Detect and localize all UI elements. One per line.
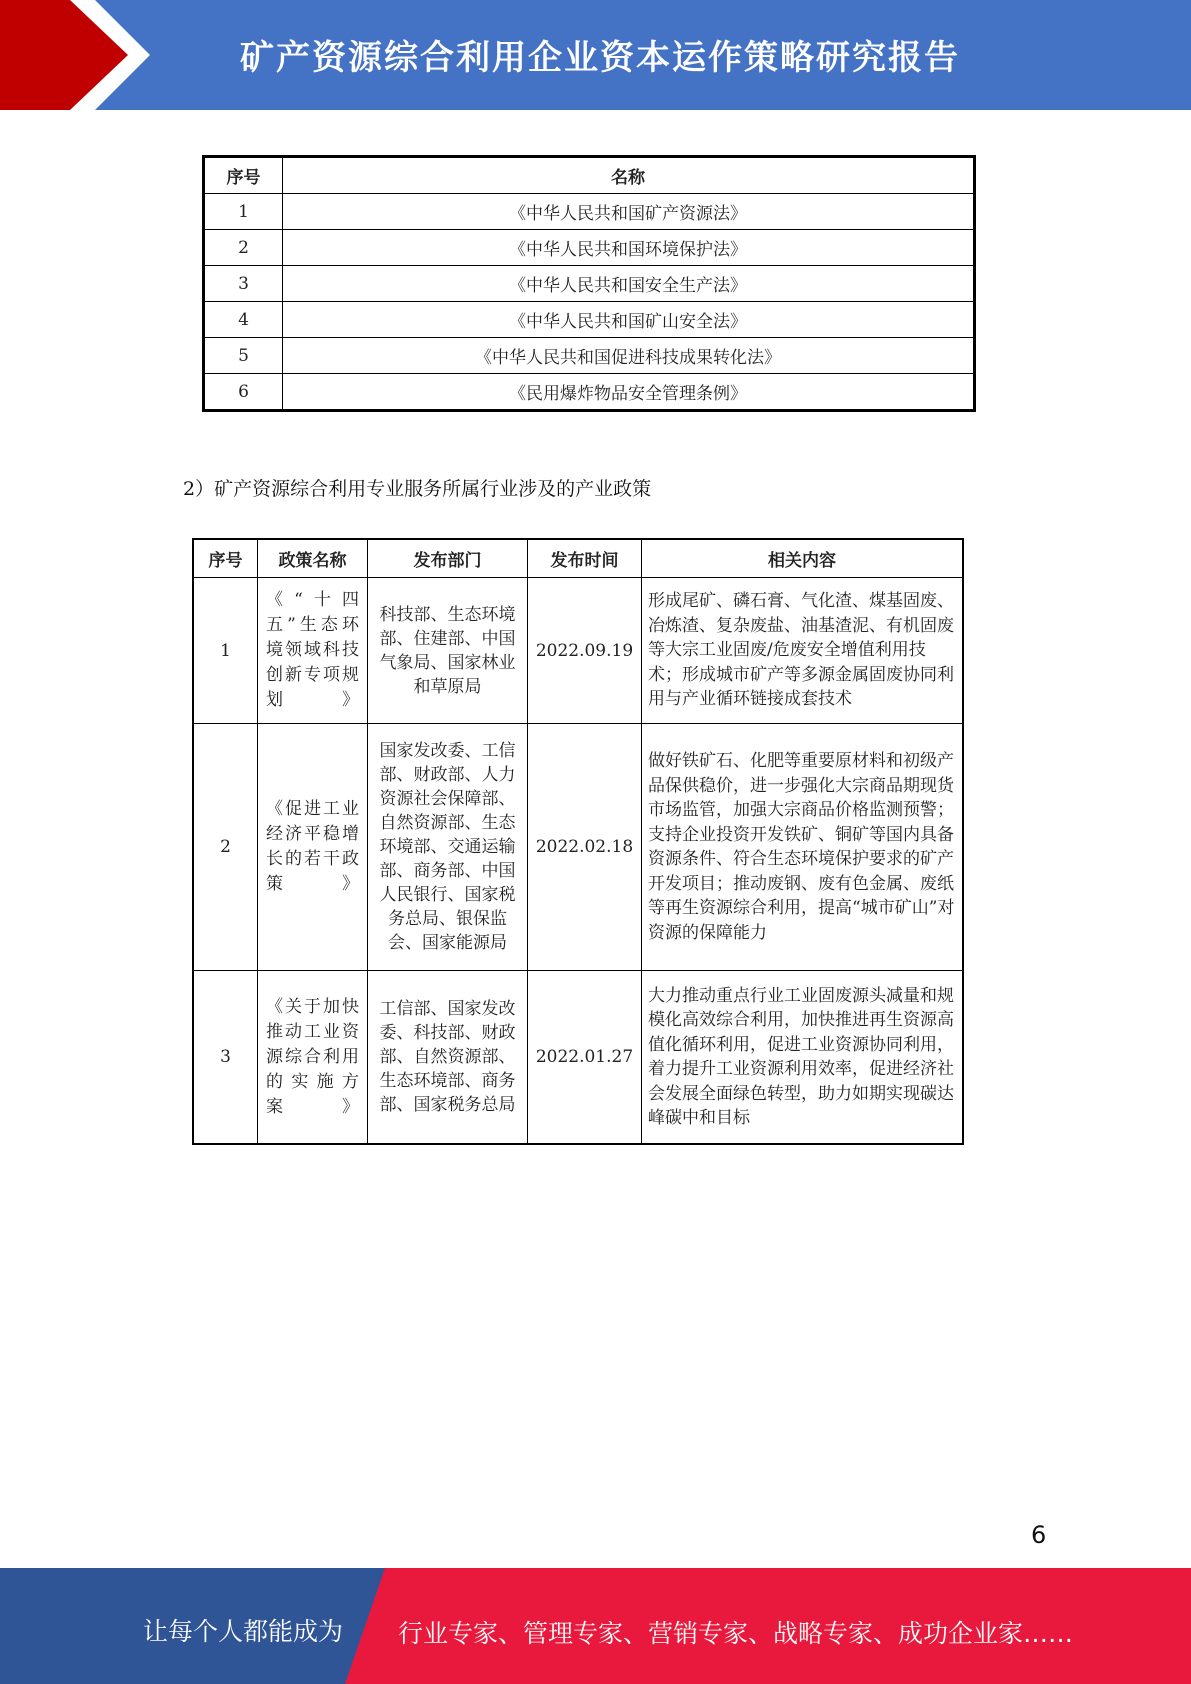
law-name: 《中华人民共和国促进科技成果转化法》 [283,338,975,374]
report-title: 矿产资源综合利用企业资本运作策略研究报告 [240,38,960,78]
law-name: 《民用爆炸物品安全管理条例》 [283,374,975,411]
law-name: 《中华人民共和国矿山安全法》 [283,302,975,338]
table-row [204,230,975,266]
column-header-date: 发布时间 [528,539,642,578]
column-header-no: 序号 [193,539,258,578]
policy-name: 《“十四五”生态环境领域科技创新专项规划》 [258,578,368,724]
column-header-no: 序号 [204,157,283,194]
row-number: 6 [204,374,283,411]
law-name: 《中华人民共和国安全生产法》 [283,266,975,302]
table-row [204,374,975,411]
policy-name: 《关于加快推动工业资源综合利用的实施方案》 [258,971,368,1145]
footer-slogan-left: 让每个人都能成为 [143,1617,344,1646]
issuing-department: 科技部、生态环境部、住建部、中国气象局、国家林业和草原局 [368,578,528,724]
policy-name: 《促进工业经济平稳增长的若干政策》 [258,724,368,971]
related-content: 做好铁矿石、化肥等重要原材料和初级产品保供稳价，进一步强化大宗商品期现货市场监管，加强大宗商品价格监测预警；支持企业投资开发铁矿、铜矿等国内具备资源条件、符合生态环境保护要求的矿产开发项目；推动废钢、废有色金属、废纸等再生资源综合利用，提高“城市矿山”对资源的保障能力 [642,724,964,971]
section-heading: 2）矿产资源综合利用专业服务所属行业涉及的产业政策 [183,478,652,500]
row-number: 3 [204,266,283,302]
release-date: 2022.01.27 [528,971,642,1145]
policies-table [192,538,964,1145]
table-row [193,724,963,971]
row-number: 1 [204,194,283,230]
issuing-department: 国家发改委、工信部、财政部、人力资源社会保障部、自然资源部、生态环境部、交通运输部、商务部、中国人民银行、国家税务总局、银保监会、国家能源局 [368,724,528,971]
column-header-name: 名称 [283,157,975,194]
page-number: 6 [1031,1521,1047,1549]
law-name: 《中华人民共和国矿产资源法》 [283,194,975,230]
row-number: 5 [204,338,283,374]
table-row [204,338,975,374]
table-row [204,194,975,230]
related-content: 大力推动重点行业工业固废源头减量和规模化高效综合利用，加快推进再生资源高值化循环利用，促进工业资源协同利用，着力提升工业资源利用效率，促进经济社会发展全面绿色转型，助力如期实现碳达峰碳中和目标 [642,971,964,1145]
table-row [204,266,975,302]
row-number: 1 [193,578,258,724]
row-number: 3 [193,971,258,1145]
table-row [193,578,963,724]
law-name: 《中华人民共和国环境保护法》 [283,230,975,266]
release-date: 2022.02.18 [528,724,642,971]
table-row [193,971,963,1145]
footer-slogan-right: 行业专家、管理专家、营销专家、战略专家、成功企业家…… [398,1619,1074,1648]
table-row [204,302,975,338]
footer-banner [0,1568,1191,1684]
header-banner [0,0,1191,110]
issuing-department: 工信部、国家发改委、科技部、财政部、自然资源部、生态环境部、商务部、国家税务总局 [368,971,528,1145]
row-number: 2 [193,724,258,971]
release-date: 2022.09.19 [528,578,642,724]
column-header-policy: 政策名称 [258,539,368,578]
chevron-arrow-icon [0,0,160,110]
related-content: 形成尾矿、磷石膏、气化渣、煤基固废、冶炼渣、复杂废盐、油基渣泥、有机固废等大宗工业固废/危废安全增值利用技术；形成城市矿产等多源金属固废协同利用与产业循环链接成套技术 [642,578,964,724]
laws-table [202,155,976,412]
column-header-dept: 发布部门 [368,539,528,578]
row-number: 4 [204,302,283,338]
row-number: 2 [204,230,283,266]
column-header-content: 相关内容 [642,539,964,578]
